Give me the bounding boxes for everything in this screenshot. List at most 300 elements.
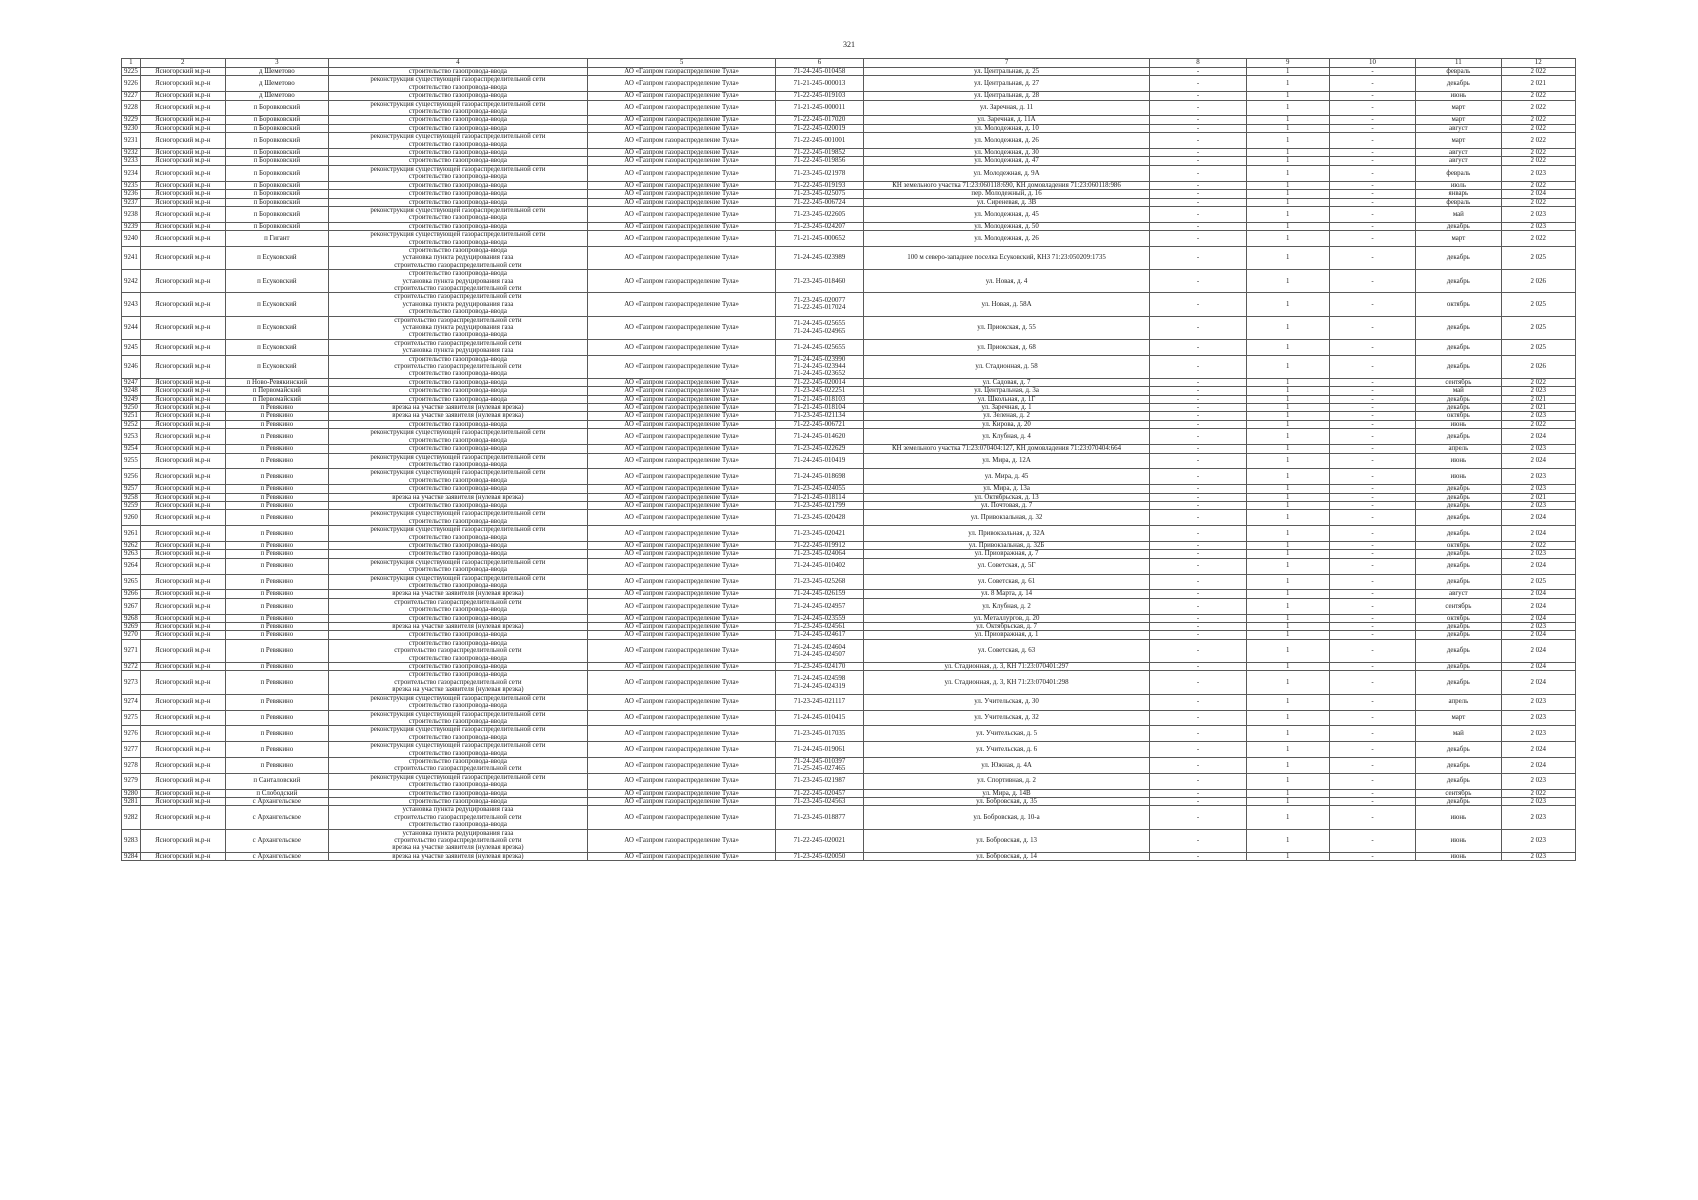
- table-row: [122, 453, 1576, 469]
- month-cell: декабрь: [1416, 485, 1501, 493]
- address-cell: ул. Стадионная, д. 3, КН 71:23:070401:297: [863, 663, 1150, 671]
- address-cell: ул. Почтовая, д. 7: [863, 501, 1150, 509]
- district-cell: Ясногорский м.р-н: [140, 852, 225, 860]
- column-10-cell: -: [1329, 598, 1415, 614]
- table-row: [122, 469, 1576, 485]
- application-code-cell: [776, 574, 864, 590]
- work-type-cell: [328, 558, 587, 574]
- organization-cell: АО «Газпром газораспределение Тула»: [588, 355, 776, 378]
- settlement-cell: п Боровковский: [225, 206, 328, 222]
- column-8-cell: -: [1150, 395, 1246, 403]
- table-row: [122, 574, 1576, 590]
- row-number: 9267: [122, 598, 141, 614]
- month-cell: май: [1416, 726, 1501, 742]
- work-type-cell: [328, 420, 587, 428]
- address-cell: ул. Мира, д. 12А: [863, 453, 1150, 469]
- work-type-line: строительство газопровода-ввода: [408, 445, 507, 453]
- work-type-line: строительство газопровода-ввода: [408, 190, 507, 198]
- application-code-cell: [776, 124, 864, 132]
- column-9-cell: 1: [1246, 614, 1329, 622]
- year-cell: 2 023: [1501, 806, 1575, 829]
- row-number: 9257: [122, 485, 141, 493]
- work-type-line: строительство газопровода-ввода: [408, 582, 507, 589]
- work-type-line: врезка на участке заявителя (нулевая врезка): [392, 623, 524, 631]
- address-cell: ул. Мира, д. 13а: [863, 485, 1150, 493]
- row-number: 9252: [122, 420, 141, 428]
- column-8-cell: -: [1150, 694, 1246, 710]
- application-code-cell: [776, 710, 864, 726]
- table-row: [122, 412, 1576, 420]
- column-8-cell: -: [1150, 387, 1246, 395]
- work-type-cell: [328, 157, 587, 165]
- organization-cell: АО «Газпром газораспределение Тула»: [588, 453, 776, 469]
- table-row: [122, 246, 1576, 269]
- work-type-line: строительство газораспределительной сети: [394, 837, 522, 844]
- table-row: [122, 590, 1576, 598]
- year-cell: 2 024: [1501, 510, 1575, 526]
- row-number: 9284: [122, 852, 141, 860]
- table-row: [122, 671, 1576, 694]
- application-code-cell: [776, 157, 864, 165]
- work-type-line: установка пункта редуцирования газа: [402, 254, 514, 262]
- year-cell: 2 023: [1501, 773, 1575, 789]
- month-cell: декабрь: [1416, 623, 1501, 631]
- address-cell: ул. Заречная, д. 11А: [863, 116, 1150, 124]
- work-type-line: реконструкция существующей газораспределительной сети: [370, 76, 546, 84]
- district-cell: Ясногорский м.р-н: [140, 246, 225, 269]
- row-number: 9246: [122, 355, 141, 378]
- work-type-line: строительство газопровода-ввода: [408, 108, 507, 116]
- application-code: 71-24-245-023559: [793, 614, 846, 622]
- year-cell: 2 024: [1501, 526, 1575, 542]
- column-8-cell: -: [1150, 316, 1246, 339]
- row-number: 9244: [122, 316, 141, 339]
- row-number: 9258: [122, 493, 141, 501]
- district-cell: Ясногорский м.р-н: [140, 453, 225, 469]
- column-8-cell: -: [1150, 614, 1246, 622]
- column-10-cell: -: [1329, 404, 1415, 412]
- settlement-cell: п Ревякино: [225, 742, 328, 758]
- application-code: 71-22-245-020014: [793, 378, 846, 386]
- row-number: 9271: [122, 639, 141, 662]
- work-type-line: строительство газораспределительной сети: [394, 284, 522, 292]
- column-9-cell: 1: [1246, 198, 1329, 206]
- address-cell: 100 м северо-западнее поселка Есуковский, КНЗ 71:23:050209:1735: [863, 246, 1150, 269]
- application-code: 71-22-245-020021: [793, 837, 846, 844]
- column-10-cell: -: [1329, 231, 1415, 247]
- district-cell: Ясногорский м.р-н: [140, 590, 225, 598]
- application-code: 71-23-245-020428: [793, 514, 846, 522]
- year-cell: 2 022: [1501, 541, 1575, 549]
- work-type-cell: [328, 742, 587, 758]
- column-8-cell: -: [1150, 806, 1246, 829]
- table-row: [122, 206, 1576, 222]
- settlement-cell: п Ревякино: [225, 420, 328, 428]
- row-number: 9247: [122, 378, 141, 386]
- row-number: 9274: [122, 694, 141, 710]
- settlement-cell: п Ново-Ревякинский: [225, 378, 328, 386]
- organization-cell: АО «Газпром газораспределение Тула»: [588, 378, 776, 386]
- work-type-cell: [328, 68, 587, 76]
- column-9-cell: 1: [1246, 550, 1329, 558]
- work-type-cell: [328, 387, 587, 395]
- row-number: 9261: [122, 526, 141, 542]
- application-code-cell: [776, 501, 864, 509]
- district-cell: Ясногорский м.р-н: [140, 293, 225, 316]
- table-row: [122, 806, 1576, 829]
- work-type-line: установка пункта редуцирования газа: [402, 829, 514, 837]
- work-type-cell: [328, 598, 587, 614]
- organization-cell: АО «Газпром газораспределение Тула»: [588, 133, 776, 149]
- work-type-line: реконструкция существующей газораспределительной сети: [370, 206, 546, 214]
- work-type-cell: [328, 231, 587, 247]
- organization-cell: АО «Газпром газораспределение Тула»: [588, 671, 776, 694]
- settlement-cell: п Ревякино: [225, 445, 328, 453]
- settlement-cell: п Ревякино: [225, 710, 328, 726]
- application-code: 71-24-245-024957: [793, 602, 846, 610]
- table-row: [122, 694, 1576, 710]
- district-cell: Ясногорский м.р-н: [140, 445, 225, 453]
- work-type-cell: [328, 246, 587, 269]
- application-code: 71-22-245-019856: [793, 157, 846, 165]
- district-cell: Ясногорский м.р-н: [140, 420, 225, 428]
- column-10-cell: -: [1329, 206, 1415, 222]
- application-code: 71-22-245-006721: [793, 420, 846, 428]
- year-cell: 2 024: [1501, 598, 1575, 614]
- column-9-cell: 1: [1246, 206, 1329, 222]
- column-8-cell: -: [1150, 133, 1246, 149]
- work-type-line: строительство газораспределительной сети: [394, 647, 522, 655]
- column-10-cell: -: [1329, 574, 1415, 590]
- application-code: 71-24-245-019061: [793, 745, 846, 753]
- month-cell: декабрь: [1416, 742, 1501, 758]
- year-cell: 2 023: [1501, 501, 1575, 509]
- application-code: 71-22-245-001001: [793, 136, 846, 144]
- work-type-line: строительство газопровода-ввода: [408, 485, 507, 493]
- column-8-cell: -: [1150, 623, 1246, 631]
- settlement-cell: п Ревякино: [225, 558, 328, 574]
- work-type-line: строительство газопровода-ввода: [408, 124, 507, 132]
- district-cell: Ясногорский м.р-н: [140, 558, 225, 574]
- organization-cell: АО «Газпром газораспределение Тула»: [588, 198, 776, 206]
- address-cell: ул. Молодежная, д. 50: [863, 222, 1150, 230]
- row-number: 9263: [122, 550, 141, 558]
- work-type-line: строительство газопровода-ввода: [408, 378, 507, 386]
- year-cell: 2 022: [1501, 116, 1575, 124]
- organization-cell: АО «Газпром газораспределение Тула»: [588, 742, 776, 758]
- column-10-cell: -: [1329, 671, 1415, 694]
- settlement-cell: с Архангельское: [225, 806, 328, 829]
- month-cell: май: [1416, 387, 1501, 395]
- table-row: [122, 293, 1576, 316]
- table-row: [122, 598, 1576, 614]
- work-type-cell: [328, 100, 587, 116]
- address-cell: ул. Бобровская, д. 10-а: [863, 806, 1150, 829]
- table-row: [122, 614, 1576, 622]
- table-row: [122, 852, 1576, 860]
- year-cell: 2 024: [1501, 429, 1575, 445]
- work-type-line: строительство газопровода-ввода: [408, 550, 507, 558]
- column-8-cell: -: [1150, 510, 1246, 526]
- year-cell: 2 023: [1501, 469, 1575, 485]
- table-row: [122, 157, 1576, 165]
- work-type-line: строительство газораспределительной сети: [394, 316, 522, 324]
- column-9-cell: 1: [1246, 181, 1329, 189]
- year-cell: 2 026: [1501, 270, 1575, 293]
- settlement-cell: с Архангельское: [225, 852, 328, 860]
- district-cell: Ясногорский м.р-н: [140, 710, 225, 726]
- column-9-cell: 1: [1246, 510, 1329, 526]
- column-9-cell: 1: [1246, 590, 1329, 598]
- column-10-cell: -: [1329, 806, 1415, 829]
- year-cell: 2 023: [1501, 412, 1575, 420]
- work-type-line: врезка на участке заявителя (нулевая врезка): [392, 404, 524, 412]
- work-type-cell: [328, 541, 587, 549]
- district-cell: Ясногорский м.р-н: [140, 485, 225, 493]
- table-row: [122, 493, 1576, 501]
- application-code-cell: [776, 190, 864, 198]
- column-10-cell: -: [1329, 541, 1415, 549]
- work-type-cell: [328, 614, 587, 622]
- application-code-cell: [776, 92, 864, 100]
- year-cell: 2 025: [1501, 316, 1575, 339]
- organization-cell: АО «Газпром газораспределение Тула»: [588, 558, 776, 574]
- address-cell: ул. Октябрьская, д. 13: [863, 493, 1150, 501]
- month-cell: декабрь: [1416, 76, 1501, 92]
- application-code: 71-21-245-018104: [793, 404, 846, 412]
- year-cell: 2 024: [1501, 631, 1575, 639]
- column-9-cell: 1: [1246, 149, 1329, 157]
- address-cell: ул. Приокская, д. 55: [863, 316, 1150, 339]
- work-type-cell: [328, 429, 587, 445]
- row-number: 9251: [122, 412, 141, 420]
- month-cell: декабрь: [1416, 639, 1501, 662]
- column-9-cell: 1: [1246, 92, 1329, 100]
- application-code: 71-23-245-021978: [793, 169, 846, 177]
- application-code: 71-23-245-017035: [793, 730, 846, 738]
- application-code: 71-23-245-025268: [793, 578, 846, 586]
- address-cell: ул. Мира, д. 45: [863, 469, 1150, 485]
- column-9-cell: 1: [1246, 165, 1329, 181]
- column-9-cell: 1: [1246, 231, 1329, 247]
- table-row: [122, 420, 1576, 428]
- application-code-cell: [776, 165, 864, 181]
- work-type-line: строительство газораспределительной сети: [394, 339, 522, 347]
- work-type-cell: [328, 181, 587, 189]
- application-code-cell: [776, 757, 864, 773]
- row-number: 9266: [122, 590, 141, 598]
- work-type-line: строительство газопровода-ввода: [408, 198, 507, 206]
- district-cell: Ясногорский м.р-н: [140, 190, 225, 198]
- application-code-cell: [776, 316, 864, 339]
- settlement-cell: п Ревякино: [225, 663, 328, 671]
- application-code-cell: [776, 76, 864, 92]
- settlement-cell: п Есуковский: [225, 339, 328, 355]
- application-code-cell: [776, 671, 864, 694]
- column-8-cell: -: [1150, 181, 1246, 189]
- column-9-cell: 1: [1246, 270, 1329, 293]
- district-cell: Ясногорский м.р-н: [140, 68, 225, 76]
- district-cell: Ясногорский м.р-н: [140, 526, 225, 542]
- column-9-cell: 1: [1246, 316, 1329, 339]
- work-type-line: врезка на участке заявителя (нулевая врезка): [392, 412, 524, 420]
- column-10-cell: -: [1329, 133, 1415, 149]
- application-code-cell: [776, 100, 864, 116]
- application-code: 71-24-245-024617: [793, 631, 846, 639]
- column-10-cell: -: [1329, 316, 1415, 339]
- row-number: 9250: [122, 404, 141, 412]
- application-code: 71-22-245-020457: [793, 789, 846, 797]
- organization-cell: АО «Газпром газораспределение Тула»: [588, 412, 776, 420]
- row-number: 9233: [122, 157, 141, 165]
- table-row: [122, 710, 1576, 726]
- column-10-cell: -: [1329, 429, 1415, 445]
- organization-cell: АО «Газпром газораспределение Тула»: [588, 293, 776, 316]
- application-code: 71-24-245-010397: [793, 757, 846, 765]
- work-type-line: строительство газопровода-ввода: [408, 387, 507, 395]
- application-code-cell: [776, 387, 864, 395]
- table-row: [122, 355, 1576, 378]
- work-type-line: реконструкция существующей газораспределительной сети: [370, 773, 546, 781]
- work-type-cell: [328, 222, 587, 230]
- application-code-cell: [776, 639, 864, 662]
- column-9-cell: 1: [1246, 124, 1329, 132]
- address-cell: КН земельного участка 71:23:060118:690, КН домовладения 71:23:060118:986: [863, 181, 1150, 189]
- address-cell: ул. Советская, д. 5Г: [863, 558, 1150, 574]
- column-9-cell: 1: [1246, 445, 1329, 453]
- row-number: 9275: [122, 710, 141, 726]
- work-type-line: врезка на участке заявителя (нулевая врезка): [392, 686, 524, 694]
- district-cell: Ясногорский м.р-н: [140, 623, 225, 631]
- organization-cell: АО «Газпром газораспределение Тула»: [588, 316, 776, 339]
- column-10-cell: -: [1329, 190, 1415, 198]
- year-cell: 2 024: [1501, 558, 1575, 574]
- address-cell: ул. Молодежная, д. 47: [863, 157, 1150, 165]
- table-row: [122, 222, 1576, 230]
- table-row: [122, 773, 1576, 789]
- year-cell: 2 021: [1501, 76, 1575, 92]
- row-number: 9242: [122, 270, 141, 293]
- address-cell: ул. Новая, д. 4: [863, 270, 1150, 293]
- application-code: 71-21-245-018103: [793, 395, 846, 403]
- organization-cell: АО «Газпром газораспределение Тула»: [588, 598, 776, 614]
- district-cell: Ясногорский м.р-н: [140, 631, 225, 639]
- row-number: 9269: [122, 623, 141, 631]
- work-type-line: строительство газопровода-ввода: [408, 181, 507, 189]
- organization-cell: АО «Газпром газораспределение Тула»: [588, 726, 776, 742]
- organization-cell: АО «Газпром газораспределение Тула»: [588, 100, 776, 116]
- row-number: 9262: [122, 541, 141, 549]
- month-cell: август: [1416, 149, 1501, 157]
- year-cell: 2 022: [1501, 181, 1575, 189]
- column-10-cell: -: [1329, 623, 1415, 631]
- district-cell: Ясногорский м.р-н: [140, 222, 225, 230]
- organization-cell: АО «Газпром газораспределение Тула»: [588, 387, 776, 395]
- district-cell: Ясногорский м.р-н: [140, 614, 225, 622]
- column-8-cell: -: [1150, 550, 1246, 558]
- month-cell: октябрь: [1416, 412, 1501, 420]
- column-8-cell: -: [1150, 76, 1246, 92]
- column-10-cell: -: [1329, 726, 1415, 742]
- row-number: 9231: [122, 133, 141, 149]
- application-code: 71-22-245-019193: [793, 181, 846, 189]
- month-cell: декабрь: [1416, 339, 1501, 355]
- month-cell: май: [1416, 206, 1501, 222]
- settlement-cell: п Ревякино: [225, 639, 328, 662]
- month-cell: август: [1416, 157, 1501, 165]
- application-code-cell: [776, 206, 864, 222]
- table-row: [122, 316, 1576, 339]
- application-code-cell: [776, 485, 864, 493]
- row-number: 9234: [122, 165, 141, 181]
- work-type-line: строительство газопровода-ввода: [408, 68, 507, 75]
- work-type-cell: [328, 339, 587, 355]
- settlement-cell: п Ревякино: [225, 453, 328, 469]
- column-9-cell: 1: [1246, 222, 1329, 230]
- year-cell: 2 023: [1501, 550, 1575, 558]
- address-cell: ул. Приовражная, д. 1: [863, 631, 1150, 639]
- month-cell: декабрь: [1416, 395, 1501, 403]
- month-cell: февраль: [1416, 165, 1501, 181]
- work-type-cell: [328, 206, 587, 222]
- work-type-cell: [328, 726, 587, 742]
- address-cell: ул. Бобровская, д. 35: [863, 797, 1150, 805]
- organization-cell: АО «Газпром газораспределение Тула»: [588, 829, 776, 852]
- month-cell: декабрь: [1416, 773, 1501, 789]
- column-8-cell: -: [1150, 671, 1246, 694]
- organization-cell: АО «Газпром газораспределение Тула»: [588, 493, 776, 501]
- column-8-cell: -: [1150, 493, 1246, 501]
- column-9-cell: 1: [1246, 806, 1329, 829]
- application-code-cell: [776, 541, 864, 549]
- column-10-cell: -: [1329, 293, 1415, 316]
- organization-cell: АО «Газпром газораспределение Тула»: [588, 206, 776, 222]
- column-10-cell: -: [1329, 710, 1415, 726]
- header-cell: 10: [1329, 59, 1415, 68]
- address-cell: ул. Школьная, д. 1Г: [863, 395, 1150, 403]
- address-cell: ул. Молодежная, д. 10: [863, 124, 1150, 132]
- work-type-line: реконструкция существующей газораспределительной сети: [370, 231, 546, 239]
- year-cell: 2 021: [1501, 395, 1575, 403]
- application-code: 71-23-245-020050: [793, 852, 846, 860]
- table-row: [122, 485, 1576, 493]
- work-type-line: строительство газопровода-ввода: [408, 517, 507, 525]
- district-cell: Ясногорский м.р-н: [140, 757, 225, 773]
- row-number: 9249: [122, 395, 141, 403]
- application-code-cell: [776, 339, 864, 355]
- application-code-cell: [776, 773, 864, 789]
- address-cell: ул. Клубная, д. 4: [863, 429, 1150, 445]
- year-cell: 2 024: [1501, 671, 1575, 694]
- address-cell: ул. Молодежная, д. 26: [863, 133, 1150, 149]
- column-8-cell: -: [1150, 68, 1246, 76]
- column-8-cell: -: [1150, 501, 1246, 509]
- settlement-cell: п Ревякино: [225, 550, 328, 558]
- year-cell: 2 023: [1501, 387, 1575, 395]
- work-type-cell: [328, 270, 587, 293]
- column-10-cell: -: [1329, 270, 1415, 293]
- settlement-cell: п Боровковский: [225, 149, 328, 157]
- application-code-cell: [776, 797, 864, 805]
- work-type-line: строительство газораспределительной сети: [394, 363, 522, 371]
- month-cell: сентябрь: [1416, 598, 1501, 614]
- organization-cell: АО «Газпром газораспределение Тула»: [588, 639, 776, 662]
- application-code: 71-23-245-020077: [793, 297, 846, 305]
- application-code: 71-23-245-020421: [793, 529, 846, 537]
- month-cell: март: [1416, 100, 1501, 116]
- application-code: 71-22-245-006724: [793, 198, 846, 206]
- column-9-cell: 1: [1246, 404, 1329, 412]
